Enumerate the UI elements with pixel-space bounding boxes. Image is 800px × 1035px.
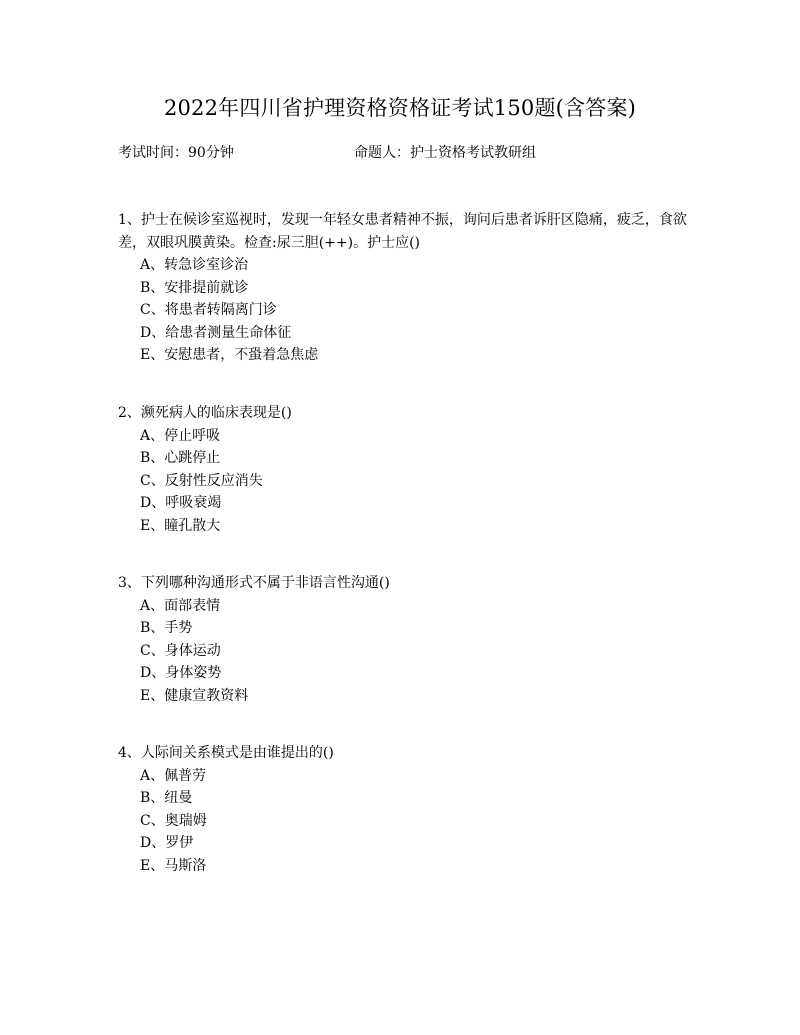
option-a: A、转急诊室诊治: [140, 257, 249, 273]
option-d: D、身体姿势: [140, 665, 222, 681]
question-4: [118, 742, 693, 877]
option-e: E、健康宣教资料: [140, 687, 249, 704]
exam-time: 考试时间：90分钟: [118, 145, 234, 161]
option-b: B、心跳停止: [140, 450, 221, 466]
option-c: C、身体运动: [140, 642, 221, 659]
option-a: A、佩普劳: [140, 767, 207, 784]
option-b: B、纽曼: [140, 790, 193, 806]
question-stem: 1、护士在候诊室巡视时，发现一年轻女患者精神不振，询问后患者诉肝区隐痛，疲乏，食欲差，双眼巩膜黄染。检查:尿三胆(++)。护士应(): [118, 212, 687, 251]
option-e: E、马斯洛: [140, 857, 207, 874]
question-1: [118, 209, 693, 367]
option-d: D、罗伊: [140, 835, 194, 851]
answer-options: [118, 765, 693, 878]
option-d: D、呼吸衰竭: [140, 495, 222, 511]
answer-options: [118, 595, 693, 708]
option-b: B、手势: [140, 620, 193, 636]
option-c: C、将患者转隔离门诊: [140, 302, 277, 318]
question-stem: 2、濒死病人的临床表现是(): [118, 405, 292, 421]
exam-author: 命题人：护士资格考试教研组: [354, 145, 536, 161]
option-a: A、停止呼吸: [140, 427, 221, 444]
option-a: A、面部表情: [140, 597, 221, 614]
answer-options: [118, 425, 693, 538]
question-3: [118, 572, 693, 707]
option-e: E、瞳孔散大: [140, 517, 221, 534]
option-d: D、给患者测量生命体征: [140, 324, 292, 341]
question-2: [118, 402, 693, 537]
document-title: 2022年四川省护理资格资格证考试150题(含答案): [163, 96, 637, 120]
question-stem: 3、下列哪种沟通形式不属于非语言性沟通(): [118, 575, 390, 591]
option-c: C、奥瑞姆: [140, 812, 207, 829]
option-c: C、反射性反应消失: [140, 472, 263, 489]
question-stem: 4、人际间关系模式是由谁提出的(): [118, 745, 334, 761]
answer-options: [118, 254, 693, 367]
option-b: B、安排提前就诊: [140, 279, 249, 296]
option-e: E、安慰患者，不蛩着急焦虑: [140, 347, 319, 363]
